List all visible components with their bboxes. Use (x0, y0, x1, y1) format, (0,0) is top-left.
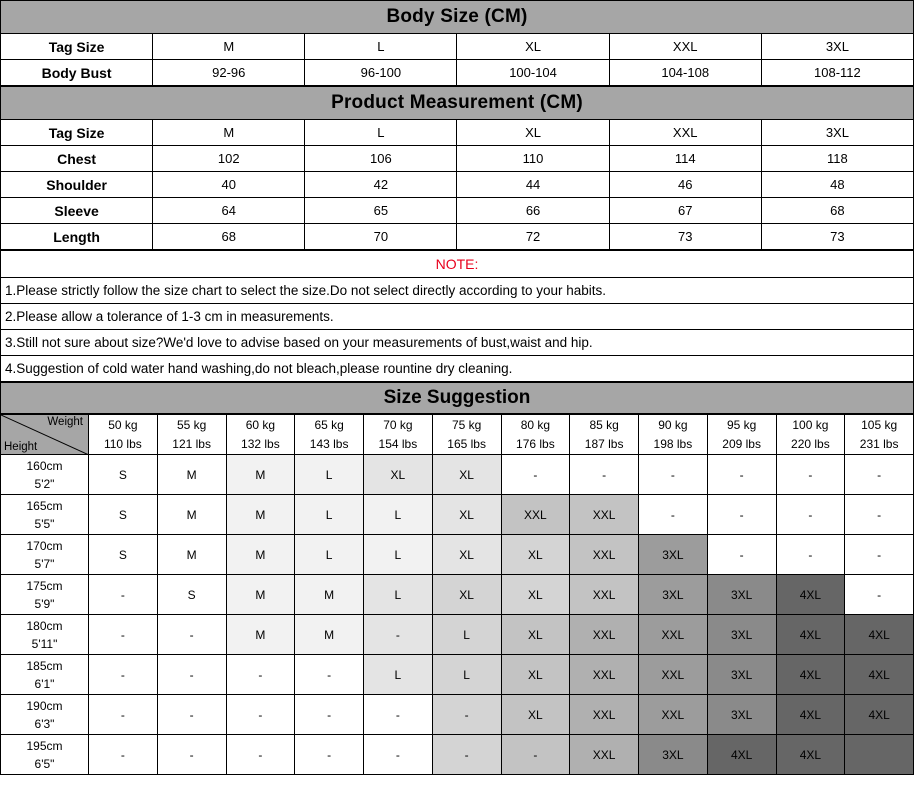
table-cell: M (153, 120, 305, 146)
height-row-header (1, 455, 89, 495)
size-suggestion-cell: - (707, 535, 776, 575)
body-size-table (0, 0, 914, 86)
table-cell: 106 (305, 146, 457, 172)
size-suggestion-cell: - (89, 575, 158, 615)
height-axis-label: Height (4, 441, 38, 454)
weight-lbs: 132 lbs (241, 436, 280, 451)
size-suggestion-cell: L (295, 495, 364, 535)
table-row (1, 575, 914, 615)
size-suggestion-cell: L (432, 655, 501, 695)
size-suggestion-cell: M (226, 575, 295, 615)
weight-column-header (707, 415, 776, 455)
weight-column-header (364, 415, 433, 455)
size-suggestion-cell: - (432, 735, 501, 775)
size-suggestion-cell: XXL (570, 615, 639, 655)
table-cell: 48 (761, 172, 913, 198)
note-title: NOTE: (1, 251, 914, 278)
size-suggestion-cell: - (432, 695, 501, 735)
size-suggestion-cell: XL (501, 655, 570, 695)
table-row (1, 535, 914, 575)
size-suggestion-cell: M (226, 495, 295, 535)
height-cm: 160cm (26, 458, 63, 473)
size-suggestion-cell: - (707, 455, 776, 495)
table-cell: 100-104 (457, 60, 609, 86)
weight-column-header (570, 415, 639, 455)
size-suggestion-cell: - (226, 655, 295, 695)
weight-column-header (776, 415, 845, 455)
note-title-row (1, 251, 914, 278)
size-suggestion-cell: L (295, 455, 364, 495)
size-suggestion-cell: - (157, 615, 226, 655)
size-suggestion-cell: - (364, 735, 433, 775)
size-suggestion-cell: XL (501, 575, 570, 615)
size-suggestion-cell: S (89, 535, 158, 575)
size-suggestion-cell: 4XL (845, 695, 914, 735)
table-cell: 44 (457, 172, 609, 198)
table-cell: 70 (305, 224, 457, 250)
table-cell: 42 (305, 172, 457, 198)
size-suggestion-grid (0, 414, 914, 775)
table-cell: 3XL (761, 34, 913, 60)
size-suggestion-cell: XXL (639, 615, 708, 655)
weight-lbs: 165 lbs (447, 436, 486, 451)
size-suggestion-cell: S (89, 455, 158, 495)
height-ft: 5'11" (31, 636, 58, 651)
size-suggestion-cell: M (157, 535, 226, 575)
weight-axis-label: Weight (47, 416, 83, 428)
weight-lbs: 121 lbs (172, 436, 211, 451)
weight-lbs: 154 lbs (378, 436, 418, 451)
size-suggestion-cell: 4XL (776, 735, 845, 775)
table-row (1, 34, 914, 60)
table-cell: 118 (761, 146, 913, 172)
product-measurement-title-row (1, 87, 914, 120)
height-cm: 170cm (26, 538, 63, 553)
size-suggestion-cell: 3XL (639, 735, 708, 775)
size-suggestion-cell: - (226, 695, 295, 735)
size-suggestion-cell: - (295, 735, 364, 775)
size-suggestion-cell: XXL (639, 695, 708, 735)
row-label: Body Bust (1, 60, 153, 86)
height-row-header (1, 495, 89, 535)
size-suggestion-cell: M (226, 615, 295, 655)
size-suggestion-cell: XL (432, 455, 501, 495)
height-cm: 165cm (26, 498, 63, 513)
table-row (1, 198, 914, 224)
table-row (1, 224, 914, 250)
weight-column-header (501, 415, 570, 455)
height-row-header (1, 575, 89, 615)
note-line: 3.Still not sure about size?We'd love to advise based on your measurements of bust,waist and hip. (1, 330, 914, 356)
size-suggestion-cell: - (295, 655, 364, 695)
size-suggestion-cell: - (89, 735, 158, 775)
size-suggestion-cell: XL (432, 575, 501, 615)
weight-lbs: 231 lbs (859, 436, 899, 451)
size-suggestion-cell (845, 735, 914, 775)
size-suggestion-cell: L (364, 535, 433, 575)
weight-lbs: 198 lbs (653, 436, 693, 451)
height-cm: 190cm (26, 698, 63, 713)
height-cm: 195cm (26, 738, 63, 753)
size-suggestion-cell: M (295, 615, 364, 655)
table-row (1, 495, 914, 535)
size-suggestion-cell: 3XL (707, 615, 776, 655)
note-line: 1.Please strictly follow the size chart to select the size.Do not select directly according to your habits. (1, 278, 914, 304)
size-suggestion-cell: L (432, 615, 501, 655)
weight-lbs: 187 lbs (584, 436, 624, 451)
table-cell: 64 (153, 198, 305, 224)
table-cell: 40 (153, 172, 305, 198)
size-suggestion-cell: - (845, 455, 914, 495)
table-cell: L (305, 120, 457, 146)
weight-column-header (157, 415, 226, 455)
size-suggestion-cell: M (295, 575, 364, 615)
height-ft: 5'5" (34, 516, 55, 531)
size-suggestion-cell: L (364, 575, 433, 615)
table-cell: 96-100 (305, 60, 457, 86)
product-measurement-table (0, 86, 914, 250)
weight-column-header (226, 415, 295, 455)
table-row (1, 60, 914, 86)
size-suggestion-cell: 3XL (639, 575, 708, 615)
weight-kg: 60 kg (245, 418, 276, 432)
table-cell: 46 (609, 172, 761, 198)
size-suggestion-cell: L (295, 535, 364, 575)
size-suggestion-cell: XXL (570, 735, 639, 775)
size-suggestion-cell: XL (501, 535, 570, 575)
body-size-title-row (1, 1, 914, 34)
weight-kg: 90 kg (658, 418, 688, 432)
size-suggestion-cell: - (845, 495, 914, 535)
table-row (1, 120, 914, 146)
weight-height-corner (1, 415, 89, 455)
weight-kg: 95 kg (726, 418, 757, 432)
weight-column-header (89, 415, 158, 455)
size-suggestion-cell: 4XL (707, 735, 776, 775)
height-row-header (1, 615, 89, 655)
table-cell: 65 (305, 198, 457, 224)
table-cell: XL (457, 34, 609, 60)
size-suggestion-cell: 4XL (845, 615, 914, 655)
weight-kg: 75 kg (451, 418, 482, 432)
size-suggestion-cell: - (364, 695, 433, 735)
weight-kg: 80 kg (520, 418, 551, 432)
row-label: Shoulder (1, 172, 153, 198)
table-cell: 68 (153, 224, 305, 250)
size-suggestion-cell: - (295, 695, 364, 735)
size-suggestion-cell: - (364, 615, 433, 655)
size-suggestion-cell: - (157, 695, 226, 735)
size-suggestion-cell: 4XL (776, 695, 845, 735)
size-suggestion-header-row (1, 415, 914, 455)
note-row (1, 278, 914, 304)
size-suggestion-title-table (0, 382, 914, 414)
weight-kg: 70 kg (383, 418, 413, 432)
table-cell: 102 (153, 146, 305, 172)
size-suggestion-cell: M (226, 455, 295, 495)
size-suggestion-cell: XXL (570, 495, 639, 535)
table-cell: L (305, 34, 457, 60)
table-cell: 73 (609, 224, 761, 250)
table-row (1, 172, 914, 198)
height-row-header (1, 735, 89, 775)
height-row-header (1, 695, 89, 735)
note-line: 2.Please allow a tolerance of 1-3 cm in measurements. (1, 304, 914, 330)
weight-kg: 65 kg (314, 418, 344, 432)
size-suggestion-cell: XXL (570, 695, 639, 735)
row-label: Chest (1, 146, 153, 172)
weight-kg: 55 kg (176, 418, 207, 432)
size-suggestion-cell: 4XL (776, 615, 845, 655)
size-suggestion-cell: - (845, 535, 914, 575)
size-suggestion-cell: L (364, 495, 433, 535)
table-row (1, 655, 914, 695)
size-suggestion-cell: M (157, 455, 226, 495)
size-suggestion-cell: S (89, 495, 158, 535)
height-ft: 6'1" (34, 676, 55, 691)
table-cell: 72 (457, 224, 609, 250)
table-cell: 110 (457, 146, 609, 172)
size-suggestion-cell: 4XL (776, 575, 845, 615)
size-suggestion-cell: - (845, 575, 914, 615)
weight-lbs: 110 lbs (103, 436, 142, 451)
weight-lbs: 176 lbs (516, 436, 555, 451)
size-suggestion-cell: - (639, 455, 708, 495)
size-suggestion-cell: - (89, 655, 158, 695)
weight-kg: 105 kg (861, 418, 898, 432)
note-row (1, 330, 914, 356)
size-suggestion-cell: - (776, 495, 845, 535)
note-row (1, 356, 914, 382)
note-row (1, 304, 914, 330)
size-suggestion-cell: 3XL (707, 655, 776, 695)
height-cm: 175cm (26, 578, 63, 593)
size-suggestion-cell: 3XL (639, 535, 708, 575)
table-row (1, 695, 914, 735)
size-suggestion-cell: XXL (570, 575, 639, 615)
weight-kg: 50 kg (108, 418, 138, 432)
table-cell: M (153, 34, 305, 60)
weight-column-header (295, 415, 364, 455)
size-suggestion-cell: - (157, 655, 226, 695)
table-cell: 92-96 (153, 60, 305, 86)
height-ft: 6'3" (34, 716, 55, 731)
size-suggestion-cell: - (501, 735, 570, 775)
size-suggestion-cell: - (501, 455, 570, 495)
note-table (0, 250, 914, 382)
table-row (1, 146, 914, 172)
size-suggestion-cell: XL (364, 455, 433, 495)
size-suggestion-cell: XL (501, 695, 570, 735)
weight-lbs: 209 lbs (722, 436, 761, 451)
row-label: Length (1, 224, 153, 250)
size-suggestion-cell: 3XL (707, 575, 776, 615)
height-row-header (1, 655, 89, 695)
table-cell: 108-112 (761, 60, 913, 86)
size-suggestion-cell: 3XL (707, 695, 776, 735)
table-row (1, 615, 914, 655)
size-suggestion-cell: XL (432, 495, 501, 535)
size-suggestion-cell: XL (432, 535, 501, 575)
weight-column-header (432, 415, 501, 455)
size-suggestion-cell: - (776, 455, 845, 495)
size-suggestion-cell: M (226, 535, 295, 575)
size-suggestion-cell: 4XL (845, 655, 914, 695)
height-ft: 6'5" (34, 756, 55, 771)
height-ft: 5'2" (34, 476, 55, 491)
weight-kg: 85 kg (589, 418, 619, 432)
size-suggestion-cell: - (89, 615, 158, 655)
size-suggestion-cell: L (364, 655, 433, 695)
size-suggestion-title-row (1, 383, 914, 414)
height-cm: 180cm (26, 618, 63, 633)
height-row-header (1, 535, 89, 575)
size-suggestion-cell: - (570, 455, 639, 495)
weight-column-header (845, 415, 914, 455)
weight-lbs: 220 lbs (791, 436, 830, 451)
row-label: Tag Size (1, 120, 153, 146)
table-cell: 3XL (761, 120, 913, 146)
size-suggestion-cell: - (226, 735, 295, 775)
weight-lbs: 143 lbs (309, 436, 349, 451)
size-suggestion-cell: - (89, 695, 158, 735)
weight-kg: 100 kg (792, 418, 829, 432)
height-ft: 5'7" (34, 556, 55, 571)
height-cm: 185cm (26, 658, 63, 673)
size-suggestion-cell: M (157, 495, 226, 535)
size-suggestion-title: Size Suggestion (1, 383, 914, 414)
table-cell: 67 (609, 198, 761, 224)
table-cell: XXL (609, 120, 761, 146)
table-row (1, 735, 914, 775)
product-measurement-title: Product Measurement (CM) (1, 87, 914, 120)
table-row (1, 455, 914, 495)
size-suggestion-cell: - (707, 495, 776, 535)
size-suggestion-cell: 4XL (776, 655, 845, 695)
table-cell: 68 (761, 198, 913, 224)
size-suggestion-cell: - (639, 495, 708, 535)
table-cell: XXL (609, 34, 761, 60)
size-suggestion-cell: - (776, 535, 845, 575)
table-cell: 104-108 (609, 60, 761, 86)
row-label: Tag Size (1, 34, 153, 60)
size-suggestion-cell: XXL (501, 495, 570, 535)
table-cell: 73 (761, 224, 913, 250)
size-suggestion-cell: XXL (570, 535, 639, 575)
note-line: 4.Suggestion of cold water hand washing,do not bleach,please rountine dry cleaning. (1, 356, 914, 382)
table-cell: 114 (609, 146, 761, 172)
table-cell: 66 (457, 198, 609, 224)
row-label: Sleeve (1, 198, 153, 224)
height-ft: 5'9" (34, 596, 55, 611)
size-suggestion-cell: XL (501, 615, 570, 655)
weight-column-header (639, 415, 708, 455)
size-suggestion-cell: - (157, 735, 226, 775)
size-suggestion-cell: XXL (570, 655, 639, 695)
size-suggestion-cell: S (157, 575, 226, 615)
table-cell: XL (457, 120, 609, 146)
size-suggestion-cell: XXL (639, 655, 708, 695)
body-size-title: Body Size (CM) (1, 1, 914, 34)
